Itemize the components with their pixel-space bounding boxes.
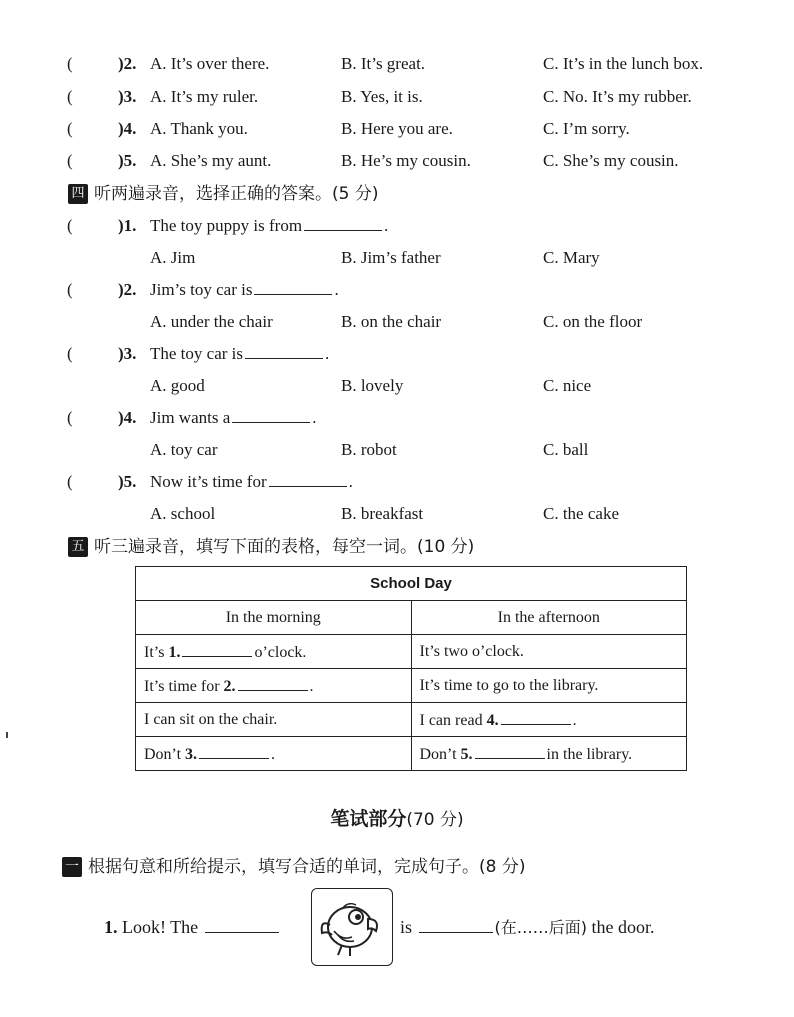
stem-after: . (334, 280, 339, 299)
options-row (0, 437, 794, 463)
question-number: )3. (118, 344, 137, 363)
question-number: )4. (118, 119, 137, 138)
table-title-row (136, 567, 687, 601)
blank-number: 4. (486, 712, 499, 729)
cell-text-before: Don’t (419, 746, 457, 763)
parrot-icon (312, 889, 392, 965)
question-number: )5. (118, 472, 137, 491)
option-a: A. Thank you. (150, 119, 248, 138)
stem-after: . (348, 472, 353, 491)
question-stem-row (0, 469, 794, 495)
cell-text-before: Don’t (144, 746, 182, 763)
option-a: A. She’s my aunt. (150, 151, 272, 170)
question-number: )1. (118, 216, 137, 235)
answer-blank[interactable] (269, 470, 347, 487)
option-c: C. It’s in the lunch box. (543, 54, 704, 73)
option-b: B. He’s my cousin. (341, 151, 471, 170)
option-a: A. school (150, 504, 216, 523)
options-row (0, 309, 794, 335)
cell-text-before: It’s time to go to the library. (419, 676, 599, 694)
table-row (136, 703, 687, 737)
afternoon-cell (411, 635, 687, 669)
answer-bracket[interactable]: ( (67, 472, 73, 491)
morning-cell (136, 669, 412, 703)
afternoon-cell (411, 737, 687, 771)
table-answer-blank[interactable] (199, 743, 269, 759)
table-body (136, 635, 687, 771)
question-row (0, 148, 794, 174)
option-a: A. It’s over there. (150, 54, 270, 73)
answer-bracket[interactable]: ( (67, 151, 73, 170)
written-section1-badge: 一 (62, 857, 82, 877)
morning-cell (136, 703, 412, 737)
section4-heading (68, 183, 378, 205)
stem-after: . (384, 216, 389, 235)
written-part-title: 笔试部分 (330, 808, 407, 830)
table-answer-blank[interactable] (238, 675, 308, 691)
option-a: A. toy car (150, 440, 218, 459)
question-stem-row (0, 277, 794, 303)
option-a: A. under the chair (150, 312, 273, 331)
written-part-score: (70 分) (406, 810, 464, 830)
table-header-morning: In the morning (136, 601, 412, 635)
blank-number: 5. (460, 746, 473, 763)
written-q1-number: 1. (104, 917, 118, 937)
section4-title: 听两遍录音，选择正确的答案。(5 分) (94, 184, 379, 204)
table-header-afternoon: In the afternoon (411, 601, 687, 635)
section5-badge: 五 (68, 537, 88, 557)
table-answer-blank[interactable] (182, 641, 252, 657)
written-q1-middle: is (400, 917, 413, 937)
written-q1-part2 (400, 914, 655, 941)
cell-text-before: It’s two o’clock. (419, 642, 524, 660)
question-number: )2. (118, 280, 137, 299)
answer-blank[interactable] (304, 214, 382, 231)
afternoon-cell (411, 669, 687, 703)
blank-number: 1. (168, 644, 181, 661)
question-number: )2. (118, 54, 137, 73)
written-q1-part1 (104, 914, 281, 940)
question-row (0, 116, 794, 142)
written-q1-after: the door. (591, 917, 655, 937)
cell-text-before: I can sit on the chair. (144, 710, 278, 728)
option-b: B. breakfast (341, 504, 424, 523)
stem-before: Jim wants a (150, 408, 231, 427)
answer-bracket[interactable]: ( (67, 216, 73, 235)
option-a: A. It’s my ruler. (150, 87, 259, 106)
written-q1-hint: (在……后面) (494, 918, 588, 937)
cell-text-after: . (572, 712, 577, 729)
option-b: B. lovely (341, 376, 404, 395)
blank-number: 3. (185, 746, 198, 763)
question-number: )5. (118, 151, 137, 170)
question-number: )3. (118, 87, 137, 106)
table-row (136, 737, 687, 771)
options-row (0, 373, 794, 399)
cell-text-after: . (271, 746, 276, 763)
question-stem (150, 469, 353, 495)
stem-after: . (312, 408, 317, 427)
option-b: B. on the chair (341, 312, 442, 331)
cell-text-before: It’s (144, 644, 165, 661)
option-b: B. Jim’s father (341, 248, 441, 267)
option-a: A. good (150, 376, 205, 395)
morning-cell (136, 635, 412, 669)
option-b: B. robot (341, 440, 397, 459)
school-day-table (135, 566, 687, 771)
stem-before: The toy puppy is from (150, 216, 303, 235)
section5-heading (68, 536, 474, 558)
cell-text-after: o’clock. (254, 644, 307, 661)
cell-text-before: It’s time for (144, 678, 220, 695)
stem-before: Jim’s toy car is (150, 280, 253, 299)
answer-blank[interactable] (254, 278, 332, 295)
cell-text-after: . (309, 678, 314, 695)
options-row (0, 245, 794, 271)
stem-before: Now it’s time for (150, 472, 267, 491)
answer-bracket[interactable]: ( (67, 280, 73, 299)
option-c: C. on the floor (543, 312, 643, 331)
answer-bracket[interactable]: ( (67, 119, 73, 138)
option-b: B. Here you are. (341, 119, 453, 138)
question-stem (150, 213, 388, 239)
option-b: B. Yes, it is. (341, 87, 423, 106)
answer-blank[interactable] (232, 406, 310, 423)
answer-bracket[interactable]: ( (67, 408, 73, 427)
answer-bracket[interactable]: ( (67, 344, 73, 363)
afternoon-cell (411, 703, 687, 737)
parrot-picture-box (311, 888, 393, 966)
cell-text-before: I can read (419, 712, 483, 729)
question-row (0, 51, 794, 77)
section4-badge: 四 (68, 184, 88, 204)
answer-bracket[interactable]: ( (67, 87, 73, 106)
table-answer-blank[interactable] (501, 709, 571, 725)
answer-blank[interactable] (245, 342, 323, 359)
option-c: C. No. It’s my rubber. (543, 87, 692, 106)
question-number: )4. (118, 408, 137, 427)
written-q1-before: Look! The (122, 917, 199, 937)
option-c: C. I’m sorry. (543, 119, 630, 138)
table-row (136, 669, 687, 703)
option-c: C. the cake (543, 504, 619, 523)
table-title: School Day (136, 567, 687, 601)
table-answer-blank[interactable] (475, 743, 545, 759)
written-q1-blank2[interactable] (419, 916, 493, 933)
stem-after: . (325, 344, 330, 363)
morning-cell (136, 737, 412, 771)
question-stem (150, 277, 339, 303)
written-section1-heading (62, 856, 525, 878)
question-stem (150, 405, 317, 431)
question-stem-row (0, 341, 794, 367)
options-row (0, 501, 794, 527)
answer-bracket[interactable]: ( (67, 54, 73, 73)
question-stem (150, 341, 329, 367)
written-part-heading (0, 804, 794, 831)
written-section1-title: 根据句意和所给提示，填写合适的单词，完成句子。(8 分) (88, 857, 526, 877)
option-c: C. ball (543, 440, 589, 459)
option-b: B. It’s great. (341, 54, 426, 73)
table-row (136, 635, 687, 669)
question-stem-row (0, 405, 794, 431)
question-row (0, 84, 794, 110)
margin-mark (6, 732, 8, 738)
question-stem-row (0, 213, 794, 239)
section5-title: 听三遍录音，填写下面的表格，每空一词。(10 分) (94, 537, 475, 557)
option-a: A. Jim (150, 248, 196, 267)
option-c: C. She’s my cousin. (543, 151, 679, 170)
option-c: C. Mary (543, 248, 600, 267)
option-c: C. nice (543, 376, 592, 395)
written-q1-blank1[interactable] (205, 916, 279, 933)
cell-text-after: in the library. (546, 746, 633, 763)
stem-before: The toy car is (150, 344, 243, 363)
blank-number: 2. (223, 678, 236, 695)
table-header-row (136, 601, 687, 635)
